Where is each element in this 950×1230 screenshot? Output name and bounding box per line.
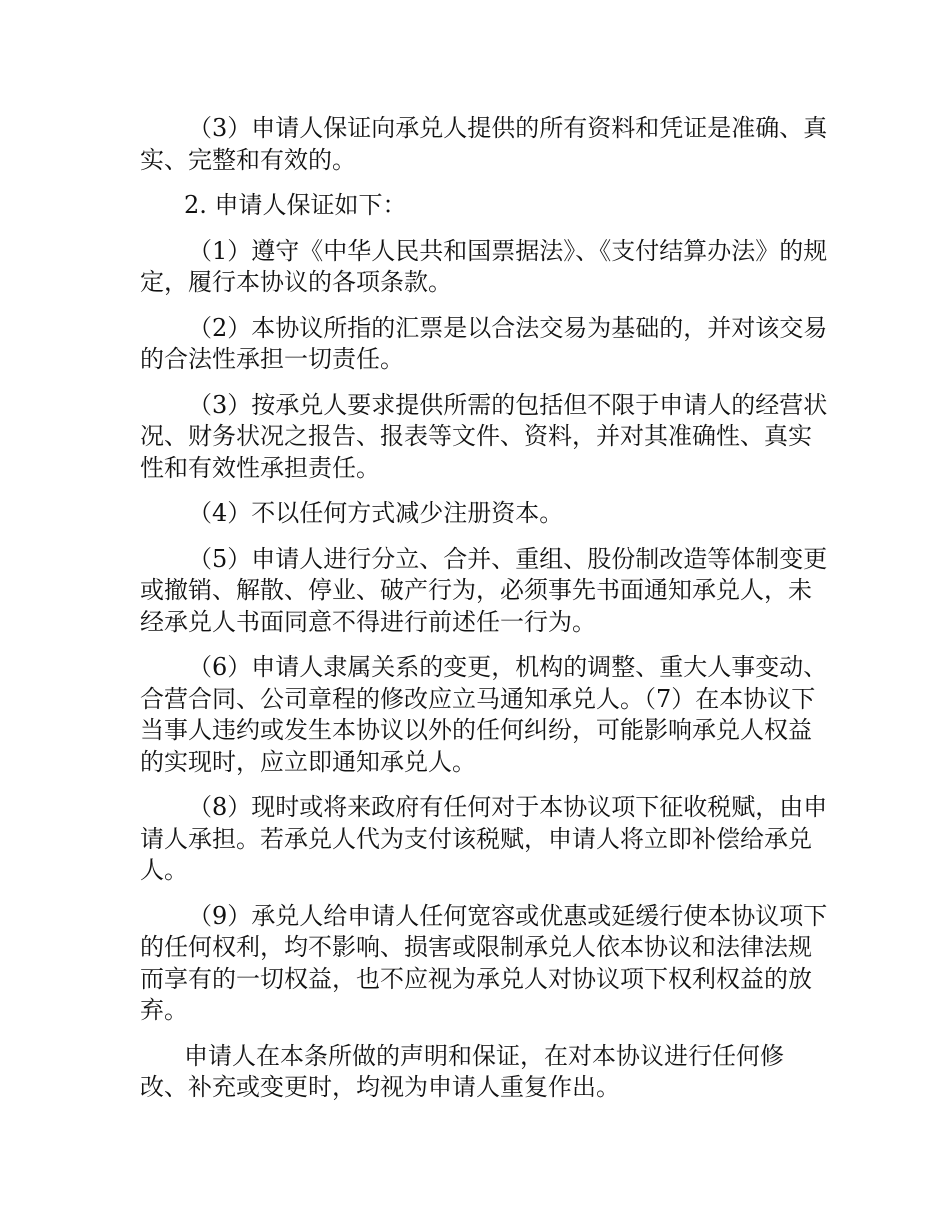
clause-4: （4）不以任何方式减少注册资本。 [188,499,564,527]
section-heading-2: 2. 申请人保证如下： [184,191,407,219]
clause-3: （3）按承兑人要求提供所需的包括但不限于申请人的经营状况、财务状况之报告、报表等文件、资料，并对其准确性、真实性和有效性承担责任。 [140,390,828,482]
clause-1: （1）遵守《中华人民共和国票据法》、《支付结算办法》的规定，履行本协议的各项条款。 [140,236,828,296]
clause-2: （2）本协议所指的汇票是以合法交易为基础的，并对该交易的合法性承担一切责任。 [140,313,828,373]
clause-8: （8）现时或将来政府有任何对于本协议项下征收税赋，由申请人承担。若承兑人代为支付该税赋，申请人将立即补偿给承兑人。 [140,793,828,884]
clause-5: （5）申请人进行分立、合并、重组、股份制改造等体制变更或撤销、解散、停业、破产行为，必须事先书面通知承兑人，未经承兑人书面同意不得进行前述任一行为。 [140,544,828,636]
clause-9: （9）承兑人给申请人任何宽容或优惠或延缓行使本协议项下的任何权利，均不影响、损害或限制承兑人依本协议和法律法规而享有的一切权益，也不应视为承兑人对协议项下权利权益的放弃。 [140,901,828,1024]
paragraph-3-accuracy: （3）申请人保证向承兑人提供的所有资料和凭证是准确、真实、完整和有效的。 [140,114,828,174]
closing-statement: 申请人在本条所做的声明和保证，在对本协议进行任何修改、补充或变更时，均视为申请人重复作出。 [140,1041,784,1101]
document-body [140,113,830,1118]
clause-6-7: （6）申请人隶属关系的变更，机构的调整、重大人事变动、合营合同、公司章程的修改应立马通知承兑人。（7）在本协议下当事人违约或发生本协议以外的任何纠纷，可能影响承兑人权益的实现时，应立即通知承兑人。 [140,653,828,776]
